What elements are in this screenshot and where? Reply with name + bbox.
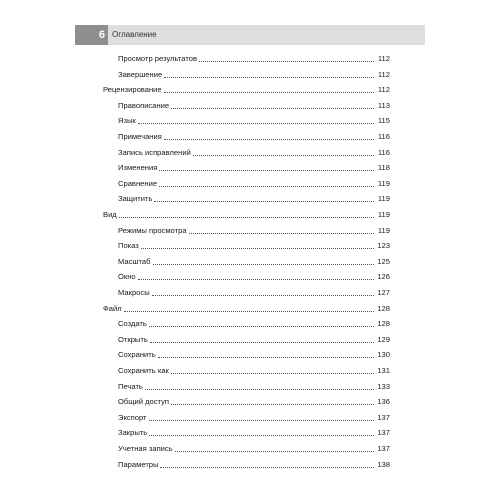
toc-dot-leader — [153, 264, 375, 265]
toc-entry-page: 113 — [377, 100, 390, 110]
toc-entry-label: Сохранить как — [118, 366, 169, 375]
toc-entry-label: Окно — [118, 272, 136, 282]
toc-entry-page: 118 — [377, 163, 390, 173]
toc-dot-leader — [164, 77, 374, 78]
toc-entry-page: 137 — [377, 428, 390, 438]
toc-subsection-row — [118, 144, 390, 158]
toc-dot-leader — [171, 373, 374, 374]
toc-dot-leader — [160, 467, 374, 468]
toc-entry-label: Режимы просмотра — [118, 225, 187, 235]
toc-entry-label: Язык — [118, 116, 136, 126]
toc-subsection-row — [118, 253, 390, 267]
page-number: 6 — [75, 25, 108, 45]
toc-entry-page: 123 — [377, 241, 390, 251]
toc-subsection-row — [118, 346, 390, 360]
toc-entry-page: 138 — [377, 459, 390, 469]
toc-entry-label: Закрыть — [118, 428, 148, 438]
toc-entry-page: 126 — [377, 272, 390, 282]
toc-entry-label: Правописание — [118, 100, 170, 110]
toc-subsection-row — [118, 284, 390, 298]
toc-subsection-row — [118, 190, 390, 204]
toc-entry-label: Защитить — [118, 194, 153, 204]
toc-entry-page: 119 — [377, 225, 390, 235]
toc-dot-leader — [150, 342, 374, 343]
header-band — [108, 25, 425, 45]
toc-entry-label: Файл — [103, 303, 122, 313]
toc-dot-leader — [158, 357, 374, 358]
toc-entry-label: Запись исправлений — [118, 147, 191, 157]
toc-entry-label: Сохранить — [118, 350, 156, 360]
toc-entry-label: Сравнение — [118, 178, 158, 188]
toc-dot-leader — [159, 186, 374, 187]
toc-dot-leader — [138, 123, 374, 124]
toc-dot-leader — [152, 295, 374, 296]
toc-subsection-row — [118, 97, 390, 111]
toc-entry-label: Параметры — [118, 459, 159, 469]
toc-entry-page: 136 — [377, 397, 390, 407]
toc-entry-page: 129 — [377, 334, 390, 344]
toc-entry-page: 112 — [377, 54, 390, 63]
toc-subsection-row — [118, 456, 390, 470]
toc-entry-page: 112 — [377, 85, 390, 95]
toc-dot-leader — [141, 248, 374, 249]
toc-entry-label: Примечания — [118, 132, 162, 141]
toc-dot-leader — [171, 108, 374, 109]
toc-subsection-row — [118, 331, 390, 345]
toc-dot-leader — [175, 451, 374, 452]
toc-subsection-row — [118, 112, 390, 126]
toc-dot-leader — [149, 435, 374, 436]
toc-entry-page: 116 — [377, 132, 390, 141]
toc-entry-label: Просмотр результатов — [118, 54, 197, 63]
toc-entry-page: 125 — [377, 256, 390, 266]
toc-subsection-row — [118, 159, 390, 173]
toc-dot-leader — [164, 92, 374, 93]
toc-section-row — [103, 81, 390, 95]
toc-subsection-row — [118, 362, 390, 376]
toc-dot-leader — [159, 170, 374, 171]
toc-entry-label: Макросы — [118, 288, 150, 297]
toc-dot-leader — [149, 326, 374, 327]
toc-entry-page: 137 — [377, 444, 390, 453]
toc-subsection-row — [118, 237, 390, 251]
toc-entry-label: Открыть — [118, 334, 148, 344]
toc-section-row — [103, 206, 390, 220]
toc-entry-page: 128 — [377, 319, 390, 329]
toc-dot-leader — [145, 389, 374, 390]
toc-subsection-row — [118, 393, 390, 407]
running-title: Оглавление — [112, 30, 157, 39]
toc-entry-label: Завершение — [118, 69, 163, 79]
toc-subsection-row — [118, 222, 390, 236]
toc-dot-leader — [154, 201, 374, 202]
toc-dot-leader — [193, 155, 374, 156]
toc-section-row — [103, 300, 390, 314]
toc-entry-page: 127 — [377, 288, 390, 297]
toc-entry-label: Учетная запись — [118, 444, 173, 453]
toc-entry-page: 112 — [377, 69, 390, 79]
toc-entry-label: Масштаб — [118, 256, 151, 266]
toc-entry-label: Вид — [103, 210, 117, 219]
toc-dot-leader — [124, 311, 374, 312]
toc-entry-label: Показ — [118, 241, 139, 251]
toc-entry-label: Создать — [118, 319, 147, 329]
toc-entry-page: 128 — [377, 303, 390, 313]
toc-entry-page: 119 — [377, 210, 390, 219]
toc-entry-page: 116 — [377, 147, 390, 157]
toc-subsection-row — [118, 315, 390, 329]
toc-entry-label: Печать — [118, 381, 143, 391]
toc-dot-leader — [164, 139, 374, 140]
toc-dot-leader — [199, 61, 374, 62]
toc-entry-page: 119 — [377, 178, 390, 188]
toc-entry-page: 130 — [377, 350, 390, 360]
toc-entry-page: 137 — [377, 412, 390, 422]
toc-entry-label: Рецензирование — [103, 85, 162, 95]
toc-subsection-row — [118, 268, 390, 282]
toc-entry-label: Общий доступ — [118, 397, 170, 407]
toc-entry-page: 133 — [377, 381, 390, 391]
toc-subsection-row — [118, 50, 390, 64]
toc-subsection-row — [118, 175, 390, 189]
toc-dot-leader — [119, 217, 374, 218]
toc-entry-page: 115 — [377, 116, 390, 126]
toc-subsection-row — [118, 128, 390, 142]
toc-subsection-row — [118, 409, 390, 423]
toc-subsection-row — [118, 66, 390, 80]
toc-dot-leader — [138, 279, 374, 280]
toc-entry-label: Экспорт — [118, 412, 147, 422]
toc-dot-leader — [189, 233, 374, 234]
running-header — [0, 25, 500, 45]
toc-subsection-row — [118, 378, 390, 392]
toc-subsection-row — [118, 424, 390, 438]
toc-dot-leader — [149, 420, 374, 421]
toc-entry-page: 119 — [377, 194, 390, 204]
toc-subsection-row — [118, 440, 390, 454]
toc-entry-page: 131 — [377, 366, 390, 375]
toc-entry-label: Изменения — [118, 163, 158, 173]
toc-dot-leader — [171, 404, 374, 405]
